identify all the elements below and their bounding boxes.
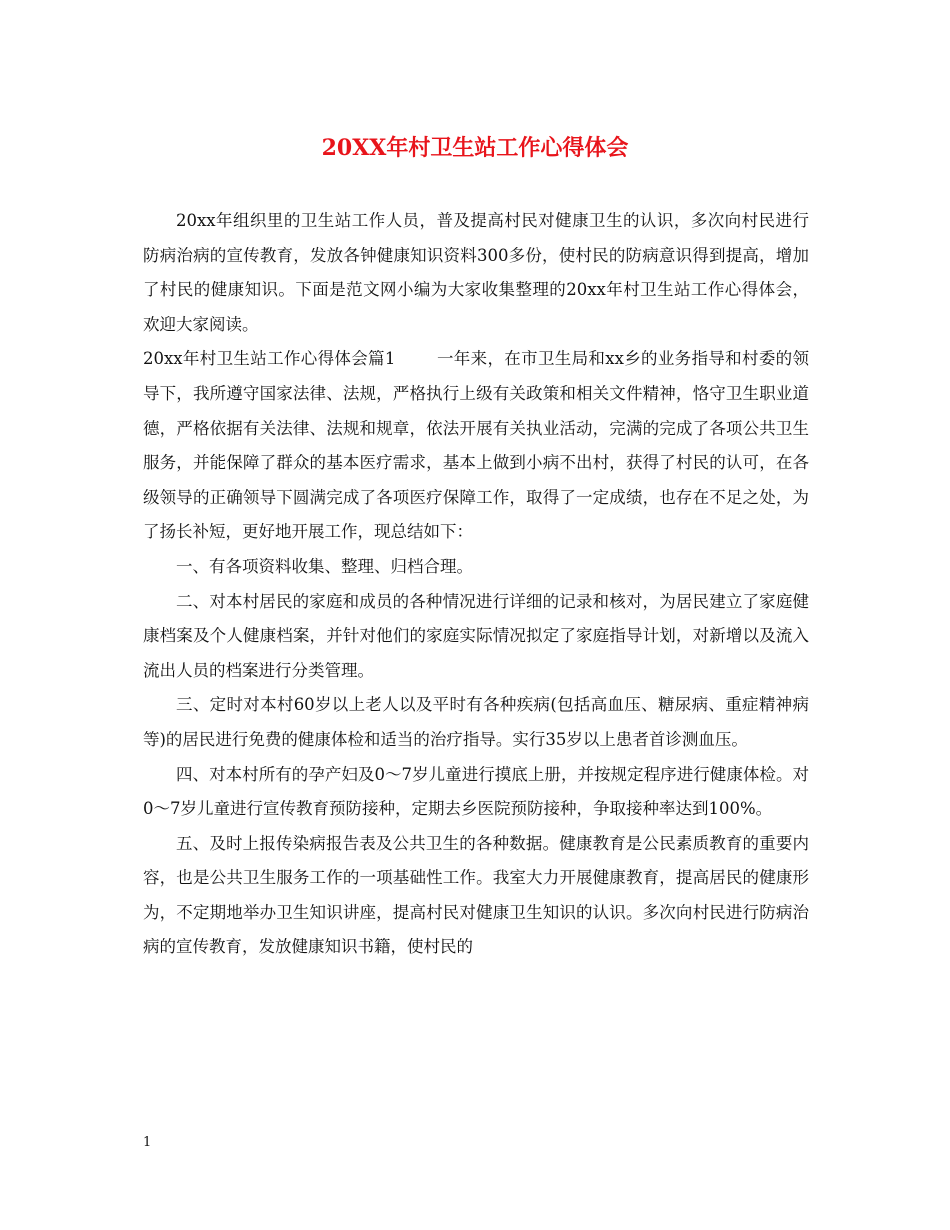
section-paragraph xyxy=(143,342,809,550)
intro-paragraph: 20xx年组织里的卫生站工作人员，普及提高村民对健康卫生的认识，多次向村民进行防病治病的宣传教育，发放各钟健康知识资料300多份，使村民的防病意识得到提高，增加了村民的健康知识。下面是范文网小编为大家收集整理的20xx年村卫生站工作心得体会，欢迎大家阅读。 xyxy=(143,211,809,334)
section-opening: 一年来，在市卫生局和xx乡的业务指导和村委的领导下，我所遵守国家法律、法规，严格执行上级有关政策和相关文件精神，恪守卫生职业道德，严格依据有关法律、法规和规章，依法开展有关执业活动，完满的完成了各项公共卫生服务，并能保障了群众的基本医疗需求，基本上做到小病不出村，获得了村民的认可，在各级领导的正确领导下圆满完成了各项医疗保障工作，取得了一定成绩，也存在不足之处，为了扬长补短，更好地开展工作，现总结如下： xyxy=(143,349,809,542)
list-item: 四、对本村所有的孕产妇及0～7岁儿童进行摸底上册，并按规定程序进行健康体检。对0～7岁儿童进行宣传教育预防接种，定期去乡医院预防接种，争取接种率达到100%。 xyxy=(143,764,809,819)
list-item: 二、对本村居民的家庭和成员的各种情况进行详细的记录和核对，为居民建立了家庭健康档案及个人健康档案，并针对他们的家庭实际情况拟定了家庭指导计划，对新增以及流入流出人员的档案进行分类管理。 xyxy=(143,591,809,680)
section-heading: 20xx年村卫生站工作心得体会篇1 xyxy=(143,349,396,369)
list-item: 一、有各项资料收集、整理、归档合理。 xyxy=(176,556,473,576)
list-item: 五、及时上报传染病报告表及公共卫生的各种数据。健康教育是公民素质教育的重要内容，也是公共卫生服务工作的一项基础性工作。我室大力开展健康教育，提高居民的健康形为，不定期地举办卫生知识讲座，提高村民对健康卫生知识的认识。多次向村民进行防病治病的宣传教育，发放健康知识书籍，使村民的 xyxy=(143,833,809,957)
document-body xyxy=(143,204,809,965)
list-item: 三、定时对本村60岁以上老人以及平时有各种疾病(包括高血压、糖尿病、重症精神病等)的居民进行免费的健康体检和适当的治疗指导。实行35岁以上患者首诊测血压。 xyxy=(143,695,809,749)
document-title: 20XX年村卫生站工作心得体会 xyxy=(321,135,629,161)
page-number: 1 xyxy=(143,1135,152,1150)
